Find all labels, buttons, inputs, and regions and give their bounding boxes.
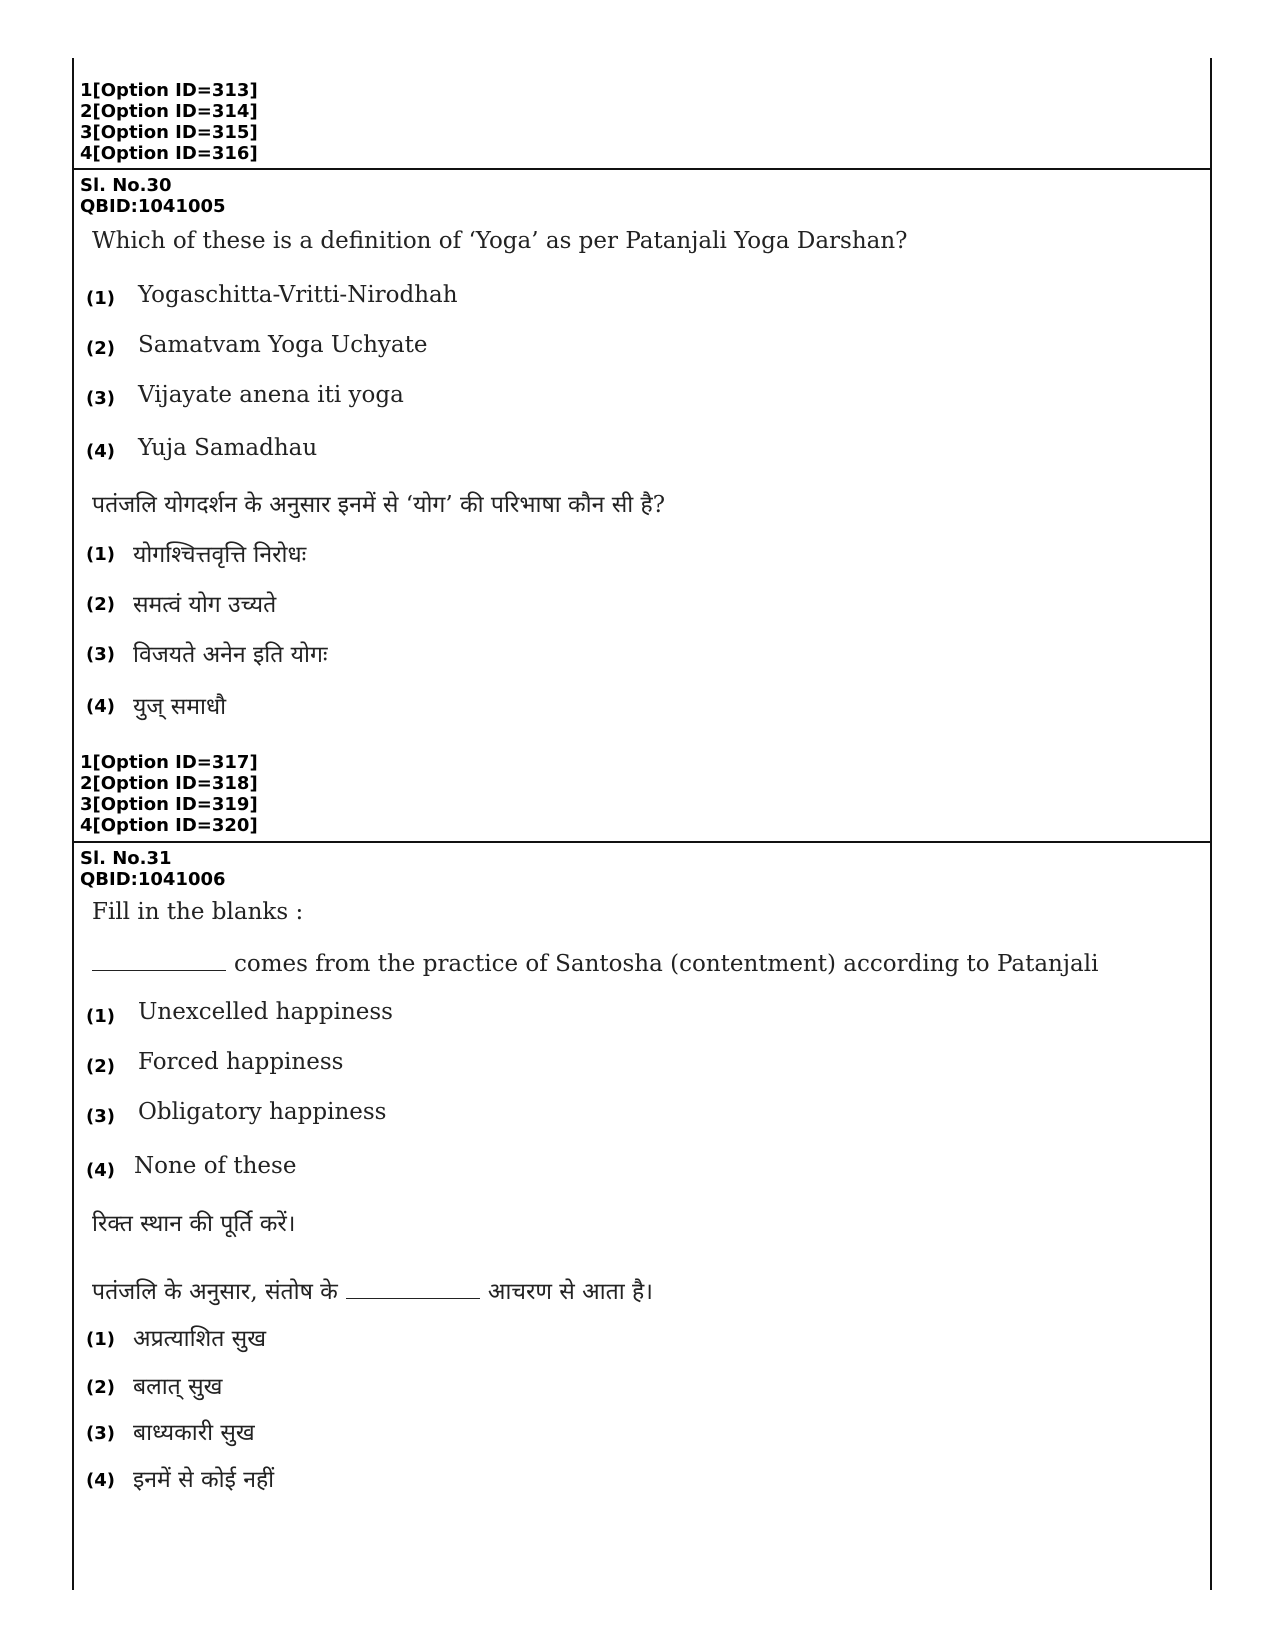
option-text: Yuja Samadhau — [138, 435, 318, 461]
question-text-hindi: पतंजलि योगदर्शन के अनुसार इनमें से ‘योग’ की परिभाषा कौन सी है? — [92, 492, 666, 518]
frame-right-border — [1210, 58, 1212, 1590]
fill-blank — [346, 1298, 480, 1299]
option-number: (4) — [86, 1470, 115, 1491]
option-id-line: 2[Option ID=314] — [80, 101, 258, 122]
option-text: None of these — [134, 1153, 297, 1179]
option-number: (2) — [86, 1056, 115, 1077]
option-text: Vijayate anena iti yoga — [138, 382, 404, 408]
option-text: बलात् सुख — [133, 1374, 223, 1400]
option-number: (2) — [86, 338, 115, 359]
option-id-line: 4[Option ID=320] — [80, 815, 258, 836]
option-number: (1) — [86, 544, 115, 565]
section-divider — [72, 841, 1212, 843]
option-number: (3) — [86, 1423, 115, 1444]
option-text: Obligatory happiness — [138, 1099, 387, 1125]
instruction-hindi: रिक्त स्थान की पूर्ति करें। — [92, 1211, 296, 1237]
option-id-line: 2[Option ID=318] — [80, 773, 258, 794]
fill-blank — [92, 970, 226, 971]
option-id-line: 1[Option ID=313] — [80, 80, 258, 101]
option-number: (4) — [86, 441, 115, 462]
option-text: Yogaschitta-Vritti-Nirodhah — [138, 282, 458, 308]
instruction-english: Fill in the blanks : — [92, 899, 304, 925]
option-number: (3) — [86, 1106, 115, 1127]
option-text: इनमें से कोई नहीं — [133, 1467, 275, 1493]
option-text: अप्रत्याशित सुख — [133, 1326, 267, 1352]
option-text: Samatvam Yoga Uchyate — [138, 332, 428, 358]
option-number: (3) — [86, 388, 115, 409]
option-number: (2) — [86, 594, 115, 615]
option-id-line: 1[Option ID=317] — [80, 752, 258, 773]
option-text: समत्वं योग उच्यते — [133, 592, 277, 618]
question-text-english — [92, 951, 1098, 977]
serial-number: Sl. No.30 — [80, 175, 172, 196]
question-text: पतंजलि के अनुसार, संतोष के — [92, 1279, 338, 1305]
option-number: (4) — [86, 696, 115, 717]
section-divider — [72, 168, 1212, 170]
option-number: (1) — [86, 288, 115, 309]
qbid: QBID:1041005 — [80, 196, 226, 217]
question-text-hindi — [92, 1274, 653, 1306]
option-number: (1) — [86, 1006, 115, 1027]
question-text: comes from the practice of Santosha (contentment) according to Patanjali — [234, 951, 1099, 977]
question-text-english: Which of these is a definition of ‘Yoga’ as per Patanjali Yoga Darshan? — [92, 228, 908, 254]
question-text: आचरण से आता है। — [487, 1279, 653, 1305]
option-id-line: 3[Option ID=319] — [80, 794, 258, 815]
option-text: बाध्यकारी सुख — [133, 1420, 255, 1446]
option-id-line: 3[Option ID=315] — [80, 122, 258, 143]
option-number: (4) — [86, 1160, 115, 1181]
option-text: Forced happiness — [138, 1049, 344, 1075]
frame-left-border — [72, 58, 74, 1590]
option-id-line: 4[Option ID=316] — [80, 143, 258, 164]
option-number: (1) — [86, 1329, 115, 1350]
option-text: Unexcelled happiness — [138, 999, 393, 1025]
option-text: विजयते अनेन इति योगः — [133, 642, 328, 668]
option-number: (2) — [86, 1377, 115, 1398]
option-text: योगश्चित्तवृत्ति निरोधः — [133, 542, 307, 568]
option-text: युज् समाधौ — [133, 694, 227, 720]
qbid: QBID:1041006 — [80, 869, 226, 890]
option-number: (3) — [86, 644, 115, 665]
serial-number: Sl. No.31 — [80, 848, 172, 869]
